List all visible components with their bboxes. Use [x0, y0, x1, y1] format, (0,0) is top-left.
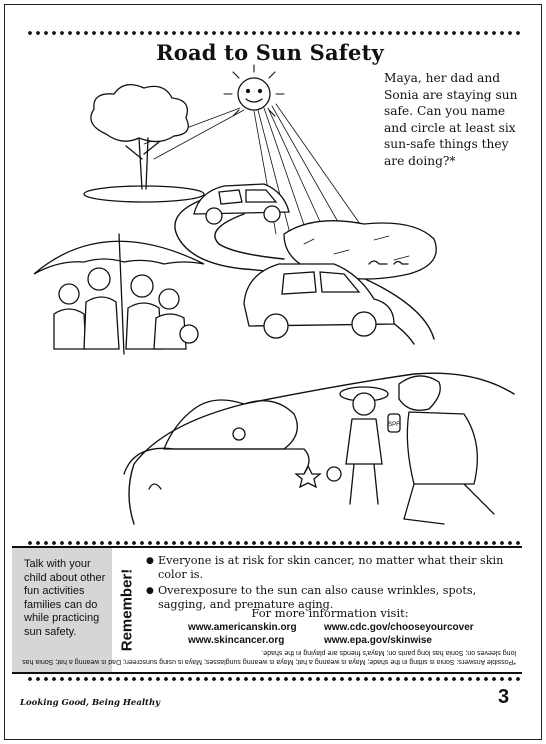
link[interactable]: www.skincancer.org [188, 635, 285, 646]
fact-item: ● Overexposure to the sun can also cause wrinkles, spots, sagging, and premature aging. [146, 584, 518, 612]
intro-question: Maya, her dad and Sonia are staying sun safe. Can you name and circle at least six sun-safe things they are doing?* [384, 71, 518, 168]
footer-title: Looking Good, Being Healthy [20, 698, 161, 708]
info-panel [12, 546, 522, 674]
remember-label: Remember! [118, 568, 136, 652]
bottom-dotted-rule [26, 676, 522, 682]
spf-label: SPF [388, 422, 400, 428]
fact-item: ● Everyone is at risk for skin cancer, no matter what their skin color is. [146, 554, 518, 582]
link[interactable]: www.cdc.gov/chooseyourcover [324, 622, 474, 633]
page-title: Road to Sun Safety [156, 40, 384, 65]
page-number: 3 [498, 686, 510, 708]
maya-and-dad [327, 376, 494, 524]
facts-list [146, 554, 518, 614]
link[interactable]: www.americanskin.org [188, 622, 297, 633]
info-links [188, 621, 508, 647]
upside-down-answers: *Possible Answers: Sonia is sitting in the shade; Maya is wearing a hat; Maya is wearing sunglasses; Maya is using sunscreen; Dad is wearing a hat; Sonia has long sleeves on; Sonia has long pants on; Maya's friends are playing in the shade. [22, 649, 516, 665]
top-dotted-rule [26, 30, 522, 36]
more-info-heading: For more information visit: [251, 606, 409, 620]
parent-tip: Talk with your child about other fun activities families can do while practicing sun safety. [12, 548, 112, 672]
car-top [194, 184, 289, 224]
tree [84, 85, 204, 202]
sun-icon [224, 65, 284, 116]
umbrella-kids [34, 234, 204, 354]
link[interactable]: www.epa.gov/skinwise [324, 635, 432, 646]
coloring-illustration [14, 64, 534, 542]
